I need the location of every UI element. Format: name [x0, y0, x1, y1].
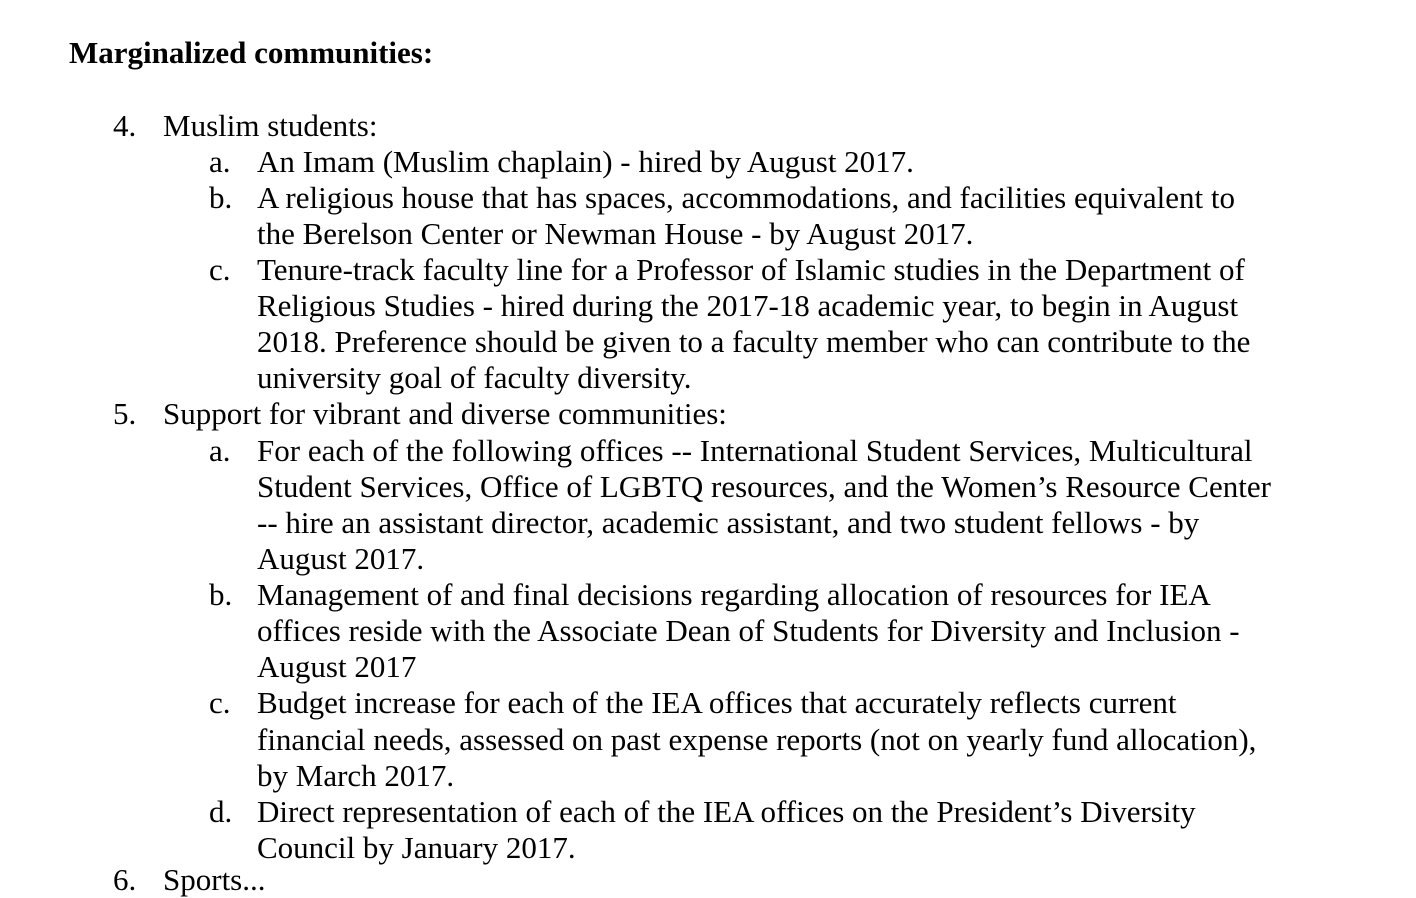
sub-item-text: An Imam (Muslim chaplain) - hired by August 2017. [257, 144, 914, 179]
sub-item-letter: c. [209, 685, 231, 720]
sub-item-text: financial needs, assessed on past expense reports (not on yearly fund allocation), [257, 722, 1257, 757]
list-item-6-cutoff [113, 862, 266, 898]
sub-item-text: offices reside with the Associate Dean of Students for Diversity and Inclusion - [257, 613, 1240, 648]
sub-item-text: the Berelson Center or Newman House - by August 2017. [257, 216, 974, 251]
sub-item-text: August 2017. [257, 541, 425, 576]
item-title: Support for vibrant and diverse communities: [163, 396, 727, 431]
sub-item-text: Budget increase for each of the IEA offices that accurately reflects current [257, 685, 1177, 720]
sub-item-text: August 2017 [257, 649, 417, 684]
sub-item-text: Council by January 2017. [257, 830, 576, 865]
sub-item-letter: c. [209, 252, 231, 287]
sub-item-text: Student Services, Office of LGBTQ resources, and the Women’s Resource Center [257, 469, 1271, 504]
sub-item-text: university goal of faculty diversity. [257, 360, 692, 395]
sub-item-text: A religious house that has spaces, accommodations, and facilities equivalent to [257, 180, 1235, 215]
item-title: Sports... [163, 862, 266, 897]
sub-item-text: Religious Studies - hired during the 2017-18 academic year, to begin in August [257, 288, 1239, 323]
sub-item-letter: d. [209, 794, 233, 829]
sub-item-text: Tenure-track faculty line for a Professor of Islamic studies in the Department of [257, 252, 1245, 287]
sub-item-text: Management of and final decisions regarding allocation of resources for IEA [257, 577, 1211, 612]
item-title: Muslim students: [163, 108, 378, 143]
item-number: 4. [113, 108, 137, 143]
sub-item-letter: a. [209, 433, 231, 468]
sub-item-letter: a. [209, 144, 231, 179]
sub-item-text: 2018. Preference should be given to a faculty member who can contribute to the [257, 324, 1251, 359]
sub-item-text: For each of the following offices -- International Student Services, Multicultural [257, 433, 1253, 468]
sub-item-text: -- hire an assistant director, academic assistant, and two student fellows - by [257, 505, 1200, 540]
sub-item-letter: b. [209, 577, 233, 612]
item-number: 5. [113, 396, 137, 431]
sub-item-text: by March 2017. [257, 758, 455, 793]
sub-item-text: Direct representation of each of the IEA offices on the President’s Diversity [257, 794, 1196, 829]
sub-item-letter: b. [209, 180, 233, 215]
item-number: 6. [113, 862, 137, 897]
section-heading: Marginalized communities: [69, 35, 434, 70]
